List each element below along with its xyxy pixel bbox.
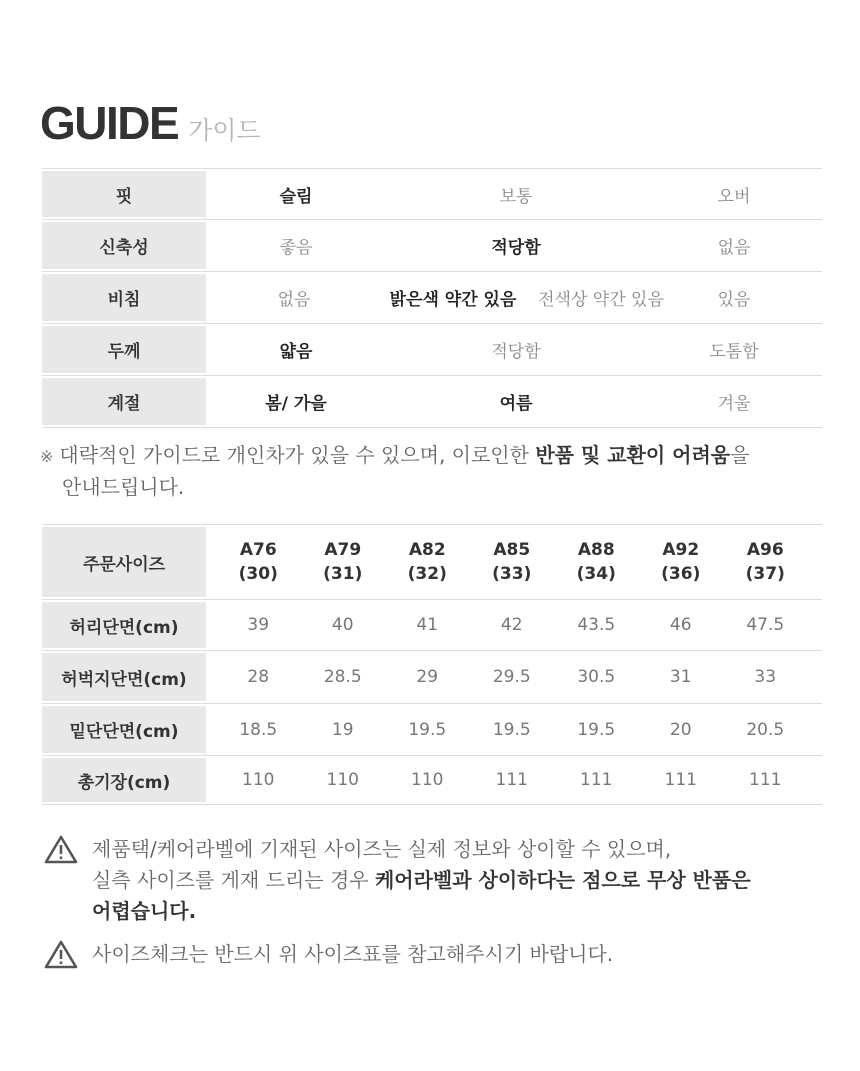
size-value: 20 <box>669 719 692 740</box>
size-value: 42 <box>500 615 523 635</box>
note-bold: 반품 및 교환이 어려움 <box>535 443 731 467</box>
size-row <box>42 756 822 805</box>
guide-option: 적당함 <box>491 238 541 258</box>
size-value: 29.5 <box>492 667 531 687</box>
guide-row-label: 계절 <box>42 378 206 425</box>
guide-option: 슬림 <box>279 186 313 207</box>
size-value: 33 <box>754 667 777 687</box>
size-value: 39 <box>247 615 270 635</box>
size-code-label: A96 <box>746 540 784 560</box>
size-value: 28 <box>247 667 270 687</box>
size-value: 18.5 <box>239 719 278 740</box>
size-number-label: (32) <box>407 564 447 584</box>
size-number-label: (33) <box>492 564 532 584</box>
size-value: 29 <box>416 667 439 687</box>
guide-row-label: 핏 <box>42 171 206 217</box>
note-mark: ※ <box>40 447 54 466</box>
guide-option: 겨울 <box>717 394 751 414</box>
size-value: 41 <box>416 615 439 635</box>
size-row <box>42 651 822 704</box>
size-value: 111 <box>495 770 528 790</box>
warning-triangle-icon <box>44 939 78 969</box>
size-value: 19 <box>331 719 354 740</box>
size-row <box>42 600 822 651</box>
size-code <box>301 525 386 599</box>
warning-triangle-icon <box>44 834 78 864</box>
size-value: 46 <box>669 615 692 635</box>
size-row-label: 허벅지단면(cm) <box>42 653 206 701</box>
guide-option: 오버 <box>717 186 751 207</box>
size-value: 111 <box>749 770 782 790</box>
guide-header <box>40 96 261 150</box>
size-value: 30.5 <box>577 667 616 687</box>
guide-option: 없음 <box>277 290 311 310</box>
size-number-label: (30) <box>238 564 278 584</box>
size-row <box>42 704 822 756</box>
size-code <box>216 525 301 599</box>
size-value: 40 <box>331 615 354 635</box>
warning-1-line2: 실측 사이즈를 게재 드리는 경우 <box>92 868 375 892</box>
guide-option: 적당함 <box>491 342 541 362</box>
size-value: 43.5 <box>577 615 616 635</box>
guide-option: 도톰함 <box>709 342 759 362</box>
size-value: 110 <box>242 770 275 790</box>
note-end: 을 <box>730 443 750 467</box>
guide-row <box>42 220 822 272</box>
page-title: GUIDE <box>40 97 179 149</box>
size-number-label: (31) <box>323 564 363 584</box>
warning-2-text: 사이즈체크는 반드시 위 사이즈표를 참고해주시기 바랍니다. <box>92 942 614 966</box>
size-code <box>639 525 724 599</box>
guide-option: 보통 <box>499 186 533 207</box>
size-code-label: A76 <box>239 540 277 560</box>
size-code-label: A92 <box>662 540 700 560</box>
guide-option: 없음 <box>717 238 751 258</box>
size-value: 28.5 <box>323 667 362 687</box>
guide-option: 봄/ 가을 <box>265 394 327 414</box>
size-value: 19.5 <box>492 719 531 740</box>
size-value: 20.5 <box>746 719 785 740</box>
guide-option: 얇음 <box>279 342 313 362</box>
size-code <box>470 525 555 599</box>
guide-table <box>42 168 822 428</box>
guide-option: 밝은색 약간 있음 <box>389 290 517 310</box>
warning-1 <box>44 834 824 927</box>
size-number-label: (34) <box>576 564 616 584</box>
size-table <box>42 524 822 805</box>
size-value: 110 <box>326 770 359 790</box>
warning-1-line3-bold: 어렵습니다. <box>92 899 197 923</box>
size-value: 19.5 <box>577 719 616 740</box>
size-row-label: 밑단단면(cm) <box>42 706 206 753</box>
guide-row <box>42 324 822 376</box>
guide-row <box>42 168 822 220</box>
size-value: 110 <box>411 770 444 790</box>
guide-option: 좋음 <box>279 238 313 258</box>
guide-row-label: 신축성 <box>42 222 206 269</box>
size-code-label: A79 <box>324 540 362 560</box>
size-number-label: (36) <box>661 564 701 584</box>
guide-row <box>42 376 822 428</box>
size-value: 47.5 <box>746 615 785 635</box>
size-code-label: A88 <box>577 540 615 560</box>
warning-2 <box>44 939 824 970</box>
guide-option: 여름 <box>499 394 533 414</box>
size-value: 31 <box>669 667 692 687</box>
size-code-label: A85 <box>493 540 531 560</box>
size-header-row <box>42 524 822 600</box>
size-code <box>385 525 470 599</box>
size-code <box>723 525 808 599</box>
size-header-label: 주문사이즈 <box>42 527 206 597</box>
note-line2: 안내드립니다. <box>62 475 185 499</box>
guide-row-label: 비침 <box>42 274 206 321</box>
guide-row-label: 두께 <box>42 326 206 373</box>
size-row-label: 허리단면(cm) <box>42 602 206 648</box>
size-code <box>554 525 639 599</box>
warning-1-line1: 제품택/케어라벨에 기재된 사이즈는 실제 정보와 상이할 수 있으며, <box>92 837 672 861</box>
guide-option: 전색상 약간 있음 <box>538 290 664 310</box>
size-value: 111 <box>664 770 697 790</box>
size-value: 19.5 <box>408 719 447 740</box>
size-code-label: A82 <box>408 540 446 560</box>
guide-option: 있음 <box>717 290 751 310</box>
size-value: 111 <box>580 770 613 790</box>
page-subtitle: 가이드 <box>188 116 261 145</box>
warning-1-line2-bold: 케어라벨과 상이하다는 점으로 무상 반품은 <box>374 868 751 892</box>
size-number-label: (37) <box>745 564 785 584</box>
guide-row <box>42 272 822 324</box>
note-text: 대략적인 가이드로 개인차가 있을 수 있으며, 이로인한 <box>59 443 536 467</box>
guide-note <box>40 440 830 503</box>
size-row-label: 총기장(cm) <box>42 758 206 802</box>
